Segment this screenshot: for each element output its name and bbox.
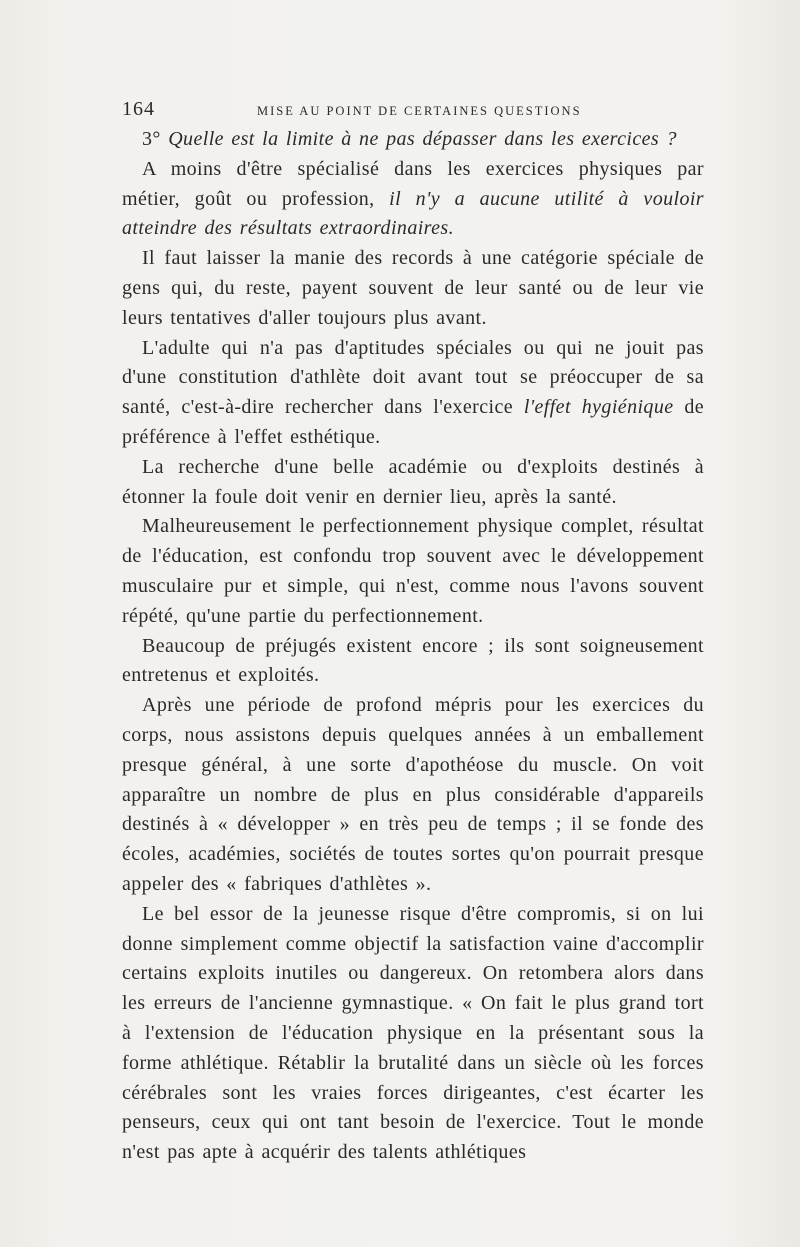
paragraph-3-text-a: L'adulte qui n'a pas d'aptitudes spéciales ou qui ne jouit pas d'une constitution d'athlète doit avant tout se préoccuper de sa santé, c'est-à-dire rechercher dans l'exercice [122, 336, 704, 419]
paragraph-8: Le bel essor de la jeunesse risque d'être compromis, si on lui donne simplement comme objectif la satisfaction vaine d'accomplir certains exploits inutiles ou dangereux. On retombera alors dans les erreurs de l'ancienne gymnastique. « On fait le plus grand tort à l'extension de l'éducation physique en la présentant sous la forme athlétique. Rétablir la brutalité dans un siècle où les forces cérébrales sont les vraies forces dirigeantes, c'est écarter les penseurs, ceux qui ont tant besoin de l'exercice. Tout le monde n'est pas apte à acquérir des talents athlétiques [122, 902, 704, 1164]
running-title: MISE AU POINT DE CERTAINES QUESTIONS [257, 104, 582, 118]
paragraph-1 [122, 155, 704, 244]
paragraph-7: Après une période de profond mépris pour les exercices du corps, nous assistons depuis quelques années à un emballement presque général, à une sorte d'apothéose du muscle. On voit apparaître un nombre de plus en plus considérable d'appareils destinés à « développer » en très peu de temps ; il se fonde des écoles, académies, sociétés de toutes sortes qu'on pourrait presque appeler des « fabriques d'athlètes ». [122, 694, 704, 895]
question-text: Quelle est la limite à ne pas dépasser dans les exercices ? [168, 128, 677, 150]
paragraph-3 [122, 334, 704, 453]
body-text [122, 125, 704, 1168]
paragraph-3-text-b: de préférence à l'effet esthétique. [122, 396, 705, 448]
question-heading [122, 125, 704, 155]
paragraph-4: La recherche d'une belle académie ou d'exploits destinés à étonner la foule doit venir en dernier lieu, après la santé. [122, 455, 704, 508]
paragraph-1-text: A moins d'être spécialisé dans les exercices physiques par métier, goût ou profession, [122, 157, 704, 210]
paragraph-5: Malheureusement le perfectionnement physique complet, résultat de l'éducation, est confondu trop souvent avec le développement musculaire pur et simple, qui n'est, comme nous l'avons souvent répété, qu'une partie du perfectionnement. [122, 515, 704, 627]
paragraph-3-emphasis: l'effet hygiénique [523, 396, 674, 419]
question-number: 3° [142, 128, 161, 150]
page-number: 164 [122, 98, 155, 120]
paragraph-2: Il faut laisser la manie des records à une catégorie spéciale de gens qui, du reste, payent souvent de leur santé ou de leur vie leurs tentatives d'aller toujours plus avant. [122, 247, 704, 329]
paragraph-6: Beaucoup de préjugés existent encore ; ils sont soigneusement entretenus et exploités. [122, 634, 704, 687]
paragraph-1-emphasis: il n'y a aucune utilité à vouloir atteindre des résultats extraordinaires. [122, 187, 704, 240]
page-header [122, 98, 702, 124]
